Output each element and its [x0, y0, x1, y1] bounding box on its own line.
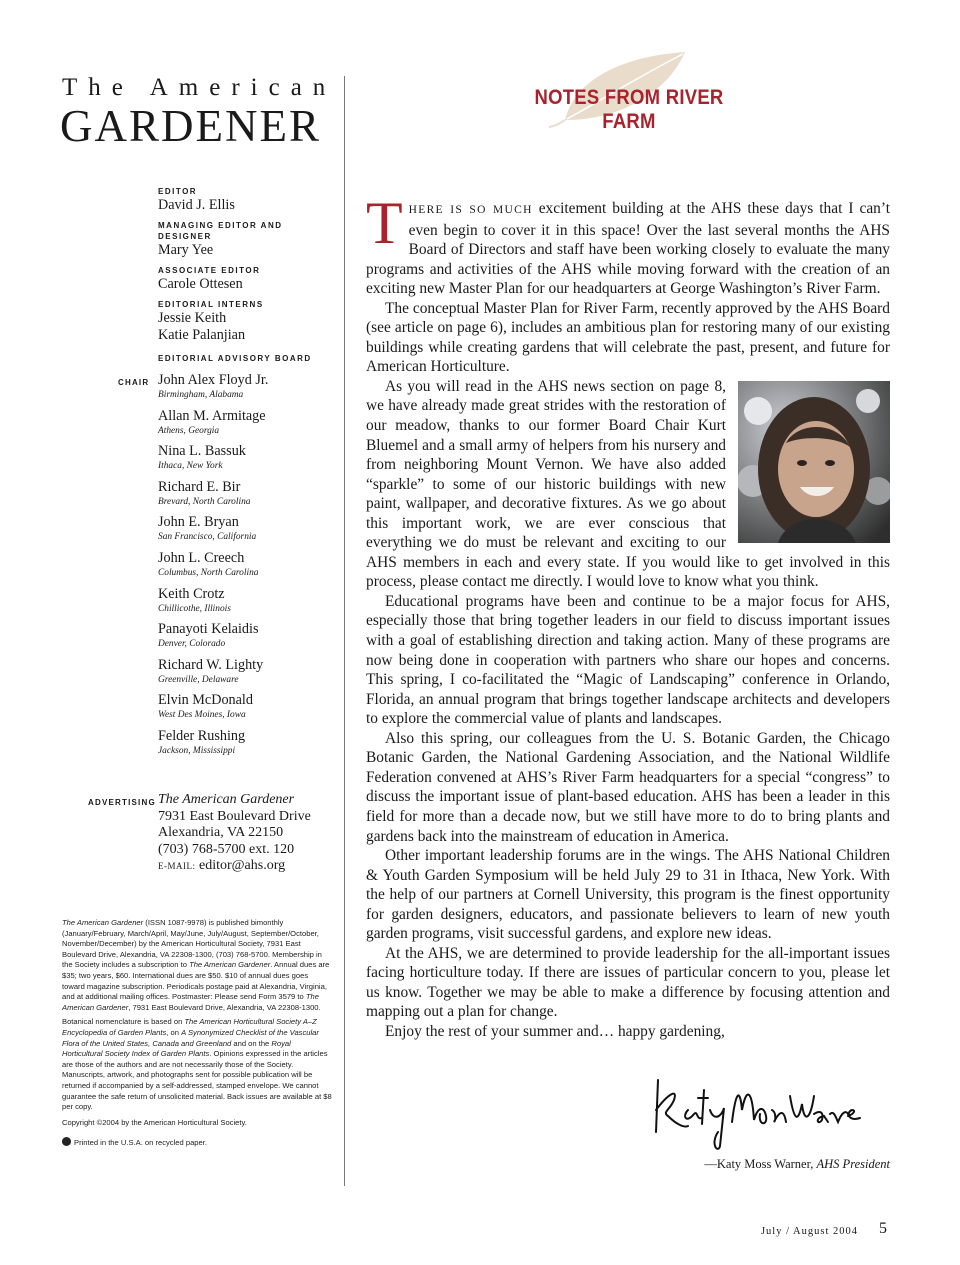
email-link[interactable]: editor@ahs.org — [199, 858, 286, 873]
member-name: Richard W. Lighty — [158, 656, 264, 673]
board-member — [158, 728, 338, 764]
staff-list — [158, 180, 338, 344]
staff-role: MANAGING EDITOR AND DESIGNER — [158, 221, 283, 241]
board-member — [158, 514, 338, 550]
member-name: Allan M. Armitage — [158, 407, 266, 424]
member-name: Panayoti Kelaidis — [158, 621, 259, 638]
advertising-contact — [158, 792, 340, 875]
member-name: Elvin McDonald — [158, 692, 253, 709]
section-title: NOTES FROM RIVER FARM — [534, 86, 724, 133]
printed-note: Printed in the U.S.A. on recycled paper. — [62, 1137, 332, 1149]
article-paragraph: Enjoy the rest of your summer and… happy gardening, — [385, 1022, 725, 1040]
staff-name: Carole Ottesen — [158, 276, 243, 292]
article-paragraph: The conceptual Master Plan for River Farm, recently approved by the AHS Board (see article on page 6), includes an ambitious plan for restoring many of our existing buildings while creating gardens that will celebrate the past, present, and future for American Horticulture. — [366, 299, 890, 376]
member-name: Nina L. Bassuk — [158, 443, 246, 460]
article-paragraph: THERE IS SO MUCH excitement building at the AHS these days that I can’t even begin to cover it in this space! Over the last several months the AHS Board of Directors and staff have been working closely to evaluate the many programs and activities of the AHS while moving forward with the creation of an exciting new Master Plan for our headquarters at George Washington’s River Farm. — [366, 190, 890, 298]
publication-info — [62, 918, 332, 1149]
member-name: John L. Creech — [158, 549, 245, 566]
member-name: John E. Bryan — [158, 514, 239, 531]
board-member — [158, 692, 338, 728]
author-photo — [738, 381, 890, 543]
copyright: Copyright ©2004 by the American Horticultural Society. — [62, 1117, 247, 1127]
board-member — [158, 408, 338, 444]
advertising-city: Alexandria, VA 22150 — [158, 825, 284, 840]
recycle-icon — [62, 1137, 71, 1146]
member-location: Denver, Colorado — [158, 639, 226, 650]
nomenclature-note: Botanical nomenclature is based on The American Horticultural Society A–Z Encyclopedia of Garden Plants, on A Synonymized Checklist of the Vascular Flora of the United States, Canada and Greenland and on the Royal Horticultural Society Index of Garden Plants. Opinions expressed in the articles are those of the authors and are not necessarily those of the Society. Manuscripts, artwork, and photographs sent for possible publication will be returned if accompanied by a self-addressed, stamped envelope. We cannot guarantee the safe return of unsolicited material. Back issues are available at $8 per copy. — [62, 1017, 332, 1112]
staff-name: Katie Palanjian — [158, 327, 246, 343]
member-location: Ithaca, New York — [158, 461, 223, 472]
staff-editor — [158, 186, 338, 214]
staff-associate-editor — [158, 265, 338, 293]
member-location: San Francisco, California — [158, 532, 257, 543]
member-location: Jackson, Mississippi — [158, 745, 236, 756]
column-divider — [344, 76, 345, 1186]
masthead-line-1: The American — [62, 74, 337, 101]
staff-role: ASSOCIATE EDITOR — [158, 266, 261, 275]
advertising-street: 7931 East Boulevard Drive — [158, 808, 311, 824]
member-location: Chillicothe, Illinois — [158, 603, 231, 614]
staff-name: Jessie Keith — [158, 310, 227, 326]
advertising-phone: (703) 768-5700 ext. 120 — [158, 841, 295, 857]
drop-cap: T — [366, 190, 403, 256]
signoff — [600, 1157, 890, 1172]
advertising-publication: The American Gardener — [158, 792, 295, 807]
staff-name: David J. Ellis — [158, 197, 235, 213]
article-body — [366, 190, 890, 1042]
board-member — [158, 586, 338, 622]
board-member — [158, 621, 338, 657]
signature — [648, 1070, 868, 1150]
staff-name: Mary Yee — [158, 242, 214, 258]
board-heading: EDITORIAL ADVISORY BOARD — [158, 354, 312, 363]
board-member — [158, 479, 338, 515]
board-list — [158, 372, 338, 764]
board-member — [158, 372, 338, 408]
member-location: Athens, Georgia — [158, 425, 220, 436]
member-name: John Alex Floyd Jr. — [158, 372, 269, 388]
board-member — [158, 443, 338, 479]
article-paragraph: Other important leadership forums are in the wings. The AHS National Children & Youth Garden Symposium will be held July 29 to 31 in Ithaca, New York. With the help of our partners at Cornell University, this program is the finest opportunity for garden designers, educators, and passionate believers to learn of new youth garden programs, visit successful gardens, and explore new ideas. — [366, 847, 890, 943]
advertising-label: ADVERTISING — [88, 798, 156, 807]
member-location: Brevard, North Carolina — [158, 496, 251, 507]
member-name: Richard E. Bir — [158, 478, 241, 495]
member-location: West Des Moines, Iowa — [158, 710, 246, 721]
member-name: Felder Rushing — [158, 727, 246, 744]
article-paragraph: As you will read in the AHS news section on page 8, we have already made great strides with the restoration of our meadow, thanks to our former Board Chair Kurt Bluemel and a small army of helpers from his nursery and from neighboring Mount Vernon. We have also added “sparkle” to some of our historic buildings with new paint, wallpaper, and decorative fixtures. As we go about this important work, we are ever conscious that everything we do must be relevant and exciting to our AHS members in each and every state. If you would like to get involved in this process, please contact me directly. I would love to know what you think. — [366, 377, 890, 591]
page-number: 5 — [879, 1220, 887, 1237]
member-location: Greenville, Delaware — [158, 674, 239, 685]
signoff-title: AHS President — [816, 1157, 890, 1171]
masthead-title: GARDENER — [60, 101, 321, 151]
signoff-name: —Katy Moss Warner, — [704, 1157, 817, 1171]
article-paragraph: Educational programs have been and continue to be a major focus for AHS, especially those that bring together leaders in our field to discuss important issues with a goal of establishing direction and taking action. Many of these programs are now being done in cooperation with partners who share our hopes and concerns. This spring, I co-facilitated the “Magic of Landscaping” conference in Orlando, Florida, an annual program that brings together landscape architects and developers to explore the commercial value of plants and landscapes. — [366, 592, 890, 728]
chair-label: CHAIR — [118, 378, 150, 387]
publication-statement: The American Gardener (ISSN 1087-9978) is published bimonthly (January/February, March/April, May/June, July/August, September/October, November/December) by the American Horticultural Society, 7931 East Boulevard Drive, Alexandria, VA 22308-1300, (703) 768-5700. Membership in the Society includes a subscription to The American Gardener. Annual dues are $35; two years, $60. International dues are $50. $10 of annual dues goes toward magazine subscription. Periodicals postage paid at Alexandria, Virginia, and at additional mailing offices. Postmaster: Please send Form 3579 to The American Gardener, 7931 East Boulevard Drive, Alexandria, VA 22308-1300. — [62, 918, 330, 1012]
email-label: E-MAIL: — [158, 861, 196, 871]
staff-role: EDITOR — [158, 187, 198, 196]
board-member — [158, 657, 338, 693]
staff-role: EDITORIAL INTERNS — [158, 300, 264, 309]
staff-interns — [158, 299, 338, 344]
board-member — [158, 550, 338, 586]
article-paragraph: At the AHS, we are determined to provide leadership for the all-important issues facing horticulture today. If there are issues of particular concern to you, please let us know. Together we may be able to make a difference by focusing attention and mapping out a plan for change. — [366, 944, 890, 1021]
member-name: Keith Crotz — [158, 585, 225, 602]
article-paragraph: Also this spring, our colleagues from the U. S. Botanic Garden, the Chicago Botanic Garden, the National Gardening Association, and the National Wildlife Federation convened at AHS’s River Farm headquarters for a special “congress” to discuss the important issue of plant-based education. AHS has been a leader in this field for more than a decade now, but we still have more to do to bring plants and gardens back into the mainstream of education in America. — [366, 729, 890, 845]
issue-date: July / August 2004 — [760, 1226, 858, 1237]
staff-managing-editor — [158, 220, 338, 259]
member-location: Columbus, North Carolina — [158, 567, 259, 578]
member-location: Birmingham, Alabama — [158, 390, 244, 400]
